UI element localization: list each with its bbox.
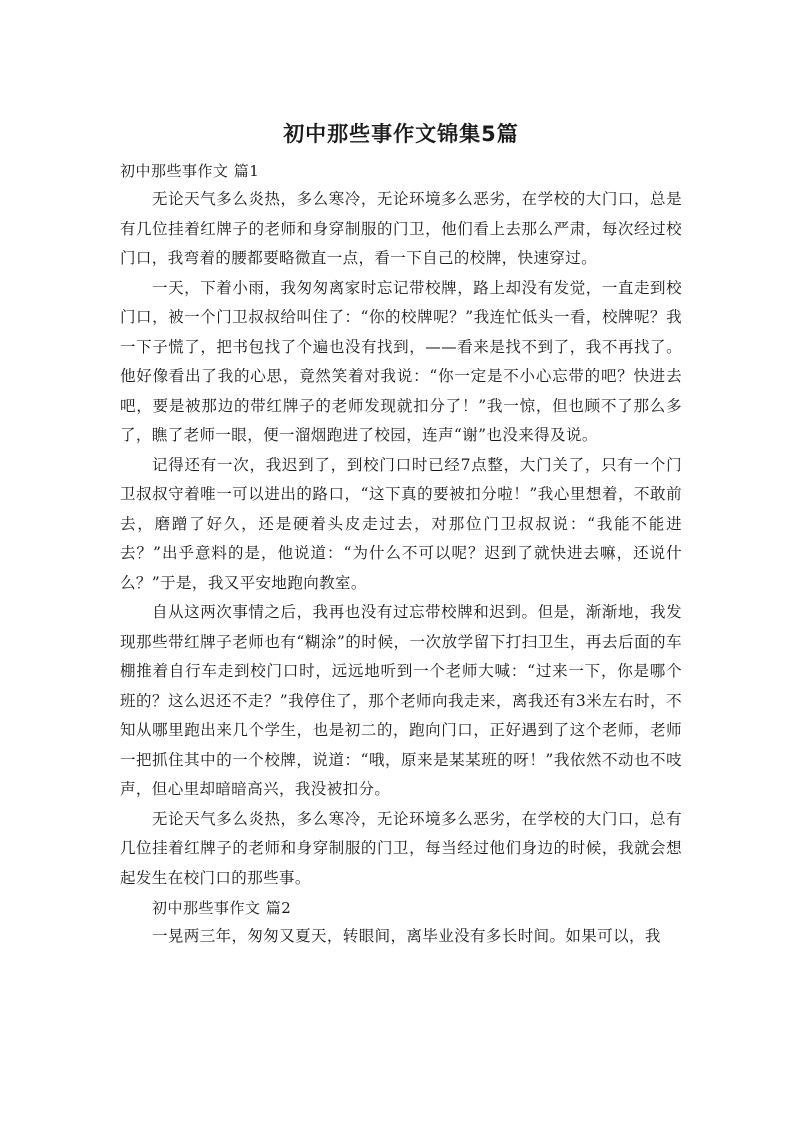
- essay-section-1: [120, 157, 682, 893]
- essay-section-2: [120, 894, 682, 952]
- paragraph: 记得还有一次，我迟到了，到校门口时已经7点整，大门关了，只有一个门卫叔叔守着唯一可以进出的路口，“这下真的要被扣分啦！”我心里想着，不敢前去，磨蹭了好久，还是硬着头皮走过去，对那位门卫叔叔说：“我能不能进去？”出乎意料的是，他说道：“为什么不可以呢？迟到了就快进去嘛，还说什么？”于是，我又平安地跑向教室。: [120, 455, 682, 592]
- paragraph: 自从这两次事情之后，我再也没有过忘带校牌和迟到。但是，渐渐地，我发现那些带红牌子老师也有“糊涂”的时候，一次放学留下打扫卫生，再去后面的车棚推着自行车走到校门口时，远远地听到一个老师大喊：“过来一下，你是哪个班的？这么迟还不走？”我停住了，那个老师向我走来，离我还有3米左右时，不知从哪里跑出来几个学生，也是初二的，跑向门口，正好遇到了这个老师，老师一把抓住其中的一个校牌，说道：“哦，原来是某某班的呀！”我依然不动也不吱声，但心里却暗暗高兴，我没被扣分。: [120, 603, 682, 798]
- document-title: 初中那些事作文锦集5篇: [283, 122, 519, 146]
- paragraph: 无论天气多么炎热，多么寒冷，无论环境多么恶劣，在学校的大门口，总是有几位挂着红牌子的老师和身穿制服的门卫，他们看上去那么严肃，每次经过校门口，我弯着的腰都要略微直一点，看一下自己的校牌，快速穿过。: [120, 190, 682, 267]
- paragraph: 无论天气多么炎热，多么寒冷，无论环境多么恶劣，在学校的大门口，总有几位挂着红牌子的老师和身穿制服的门卫，每当经过他们身边的时候，我就会想起发生在校门口的那些事。: [120, 809, 682, 887]
- section-heading: 初中那些事作文 篇1: [120, 162, 260, 180]
- paragraph: 一天，下着小雨，我匆匆离家时忘记带校牌，路上却没有发觉，一直走到校门口，被一个门卫叔叔给叫住了：“你的校牌呢？”我连忙低头一看，校牌呢？我一下子慌了，把书包找了个遍也没有找到，——看来是找不到了，我不再找了。他好像看出了我的心思，竟然笑着对我说：“你一定是不小心忘带的吧？快进去吧，要是被那边的带红牌子的老师发现就扣分了！”我一惊，但也顾不了那么多了，瞧了老师一眼，便一溜烟跑进了校园，连声“谢”也没来得及说。: [120, 278, 682, 444]
- section-heading: 初中那些事作文 篇2: [152, 899, 292, 917]
- paragraph: 一晃两三年，匆匆又夏天，转眼间，离毕业没有多长时间。如果可以，我: [152, 927, 661, 945]
